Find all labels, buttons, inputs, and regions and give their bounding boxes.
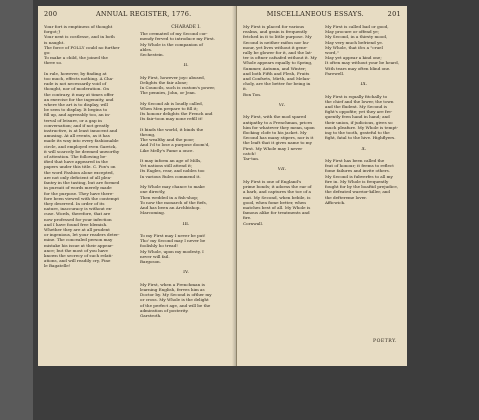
- text-line: My First, however joyc abused,: [140, 74, 206, 80]
- text-line: May yet appear a kind one;: [325, 55, 382, 61]
- poetry-label: POETRY.: [373, 339, 397, 344]
- text-line: Its Eagles, rear, and nobles too: [140, 168, 205, 174]
- text-line: Then wedded in a fish-shop;: [140, 194, 199, 200]
- charade-heading: CHARADE I.: [171, 25, 201, 30]
- text-line: In rule, however, by finding at: [44, 70, 107, 76]
- text-line: Tar-tan.: [243, 156, 260, 162]
- text-line: My First, when a Frenchman is: [140, 281, 205, 287]
- text-line: My First is placed for various: [243, 24, 305, 29]
- text-line: Whole appears equally to Spring,: [243, 60, 313, 66]
- text-line: or cross. My Whole is the delight: [140, 297, 209, 303]
- text-line: II.: [183, 63, 189, 69]
- text-line: throng,: [140, 132, 156, 138]
- text-line: Tho' my Second may I never be: [140, 238, 206, 244]
- text-line: My First is equally fitchally to: [325, 93, 388, 99]
- text-line: three so.: [44, 60, 63, 66]
- text-line: The wealthy and the poor;: [140, 137, 195, 143]
- text-line: Marcoming.: [140, 210, 166, 216]
- text-line: To make a child, the joined the: [44, 55, 108, 61]
- text-line: is naught.: [44, 39, 65, 45]
- text-line: My Whole may chance to make: [140, 184, 205, 190]
- right-running-head: [243, 10, 401, 18]
- text-line: choly, are the better for being in: [243, 81, 311, 87]
- text-line: or ingenious, let your readers deter-: [44, 232, 120, 238]
- text-line: My Second ab is loudly called,: [140, 100, 204, 106]
- text-line: [243, 161, 321, 166]
- text-line: for the purpose. They have there-: [44, 190, 114, 196]
- text-line: May procure or offend ye;: [325, 29, 380, 35]
- text-line: My First is one of England's: [243, 178, 302, 184]
- text-line: in pursuit of words merely made: [44, 185, 112, 191]
- text-line: [243, 97, 321, 102]
- text-line: where the art is to display, will: [44, 102, 108, 108]
- left-running-head: [44, 10, 230, 18]
- text-line: My Whole, upon my modesty, I: [140, 248, 204, 254]
- text-line: My First, with the mod spared: [243, 114, 307, 120]
- text-line: The force of FOLLY could no further: [44, 44, 120, 50]
- text-line: the defeated warrior-killer, and: [325, 189, 391, 195]
- text-line: Afficwick.: [325, 199, 346, 205]
- text-line: mistake his issue at their appear-: [44, 242, 114, 248]
- text-line: fetched in it to little purpose. My: [243, 34, 312, 40]
- text-line: ables.: [140, 46, 153, 52]
- text-line: VI.: [278, 103, 286, 109]
- text-line: and Confsets, Mirth, and Melan-: [243, 76, 311, 82]
- text-line: a barb, and captures the toe of a: [243, 189, 311, 195]
- text-line: And has been an Archbishop.: [140, 204, 201, 210]
- text-line: It binds the world, it binds the: [140, 126, 204, 132]
- text-line: [140, 57, 232, 62]
- text-line: the deftereme lover.: [325, 194, 367, 200]
- text-line: word,": [325, 50, 339, 56]
- left-page: [38, 6, 237, 366]
- text-line: To my First may I never be put!: [140, 232, 206, 238]
- text-line: mat. My Second, when bebile, is: [243, 194, 311, 200]
- text-line: foolishly ho tread!: [140, 243, 178, 249]
- left-column-2: [140, 24, 232, 318]
- text-line: IX.: [360, 82, 368, 88]
- text-line: Second has many stipers, nor is it: [243, 135, 314, 141]
- text-line: and the fludent. My Second is: [325, 104, 388, 110]
- text-line: ance; but the most of you have: [44, 247, 108, 253]
- text-line: famous alike for treatments and: [243, 210, 310, 216]
- text-line: of the perfect age, and will be the: [140, 302, 211, 308]
- text-line: In various Rules commend it.: [140, 173, 201, 179]
- text-line: IV.: [183, 270, 189, 276]
- text-line: matches best of all. My Whole is: [243, 204, 311, 210]
- text-line: Garstroth.: [140, 312, 162, 318]
- text-line: fight's oppofite; yet they are fre-: [325, 109, 393, 115]
- text-line: fore been viewed with the contempt: [44, 195, 119, 201]
- text-line: Summer, Autumn, and Winter;: [243, 65, 307, 71]
- text-line: are not only deficient of all plea-: [44, 174, 112, 180]
- text-line: fought for by the boaftid prejudice,: [325, 184, 399, 190]
- right-page-number: 201: [387, 10, 401, 18]
- text-line: Delights the fair alone;: [140, 80, 188, 86]
- text-line: When Men prepare to fill it;: [140, 106, 198, 112]
- text-line: fome failures and invite others.: [325, 168, 391, 174]
- text-line: one directly,: [140, 189, 166, 195]
- text-line: Your fort is emptiness of thought: [44, 24, 113, 29]
- text-line: III.: [182, 221, 190, 227]
- text-line: Its fair-toon may none refill it!: [140, 116, 203, 122]
- text-line: Your next is costlesse, and in both: [44, 34, 115, 40]
- text-line: ations, and will readily cry, Fine: [44, 258, 111, 264]
- text-line: go:: [44, 50, 51, 56]
- text-line: nature, inaccuracy is without ex-: [44, 206, 113, 212]
- text-line: Bargoson.: [140, 258, 161, 264]
- text-line: mine. The concealed person may: [44, 237, 113, 243]
- text-line: My Whole, that ifcs a "cruel: [325, 44, 383, 50]
- text-line: [140, 264, 232, 269]
- text-line: To now the monarch of the fiefs,: [140, 199, 208, 205]
- text-line: and both Fifth and Flesh, Fruits: [243, 70, 310, 76]
- text-line: It often may without your be heard,: [325, 60, 400, 66]
- text-line: antipathy to a Frenchman, prices: [243, 119, 313, 125]
- right-column-2: [325, 24, 403, 205]
- text-line: it will scarcely be deemed unworthy: [44, 148, 120, 154]
- text-line: made its way into every fashionable: [44, 138, 119, 144]
- text-line: learning English, ferves him as: [140, 286, 205, 292]
- text-line: X.: [361, 146, 367, 152]
- text-line: [325, 140, 403, 145]
- text-line: Its honour delights the French and: [140, 111, 213, 117]
- text-line: [325, 76, 403, 81]
- text-line: prime bonds; it adorns the ear of: [243, 184, 312, 190]
- right-column-1: [243, 24, 321, 226]
- text-line: First. My Whole may I never: [243, 145, 303, 151]
- text-line: papers under this title. C. Fox's on: [44, 164, 116, 170]
- text-line: feat of honour; it feems to reflect: [325, 163, 394, 169]
- text-line: the chief and the lower, the town: [325, 98, 394, 104]
- text-line: the word Fashion alone excepted,: [44, 169, 114, 175]
- text-line: It may inform an age of Mills,: [140, 158, 202, 164]
- text-line: the leaft that it gives name to my: [243, 140, 312, 146]
- text-line: VII.: [277, 167, 287, 173]
- text-line: realms, and grain is frequently: [243, 29, 308, 35]
- text-line: And I'd to lose a purpose doom'd,: [140, 142, 210, 148]
- text-line: conversation; and if not greatly: [44, 122, 110, 128]
- text-line: ified that have appeared in the: [44, 159, 108, 165]
- text-line: The cremated of my Second cor-: [140, 31, 208, 37]
- text-line: circle, and employed even Garrick,: [44, 143, 117, 149]
- text-line: fantry in the tasting, but are formed: [44, 180, 120, 186]
- text-line: and I have found free blemish.: [44, 221, 108, 227]
- text-line: instructive, is at least innocent and: [44, 128, 118, 134]
- left-page-number: 200: [44, 10, 58, 18]
- text-line: an exercise for the ingenuity, and: [44, 96, 114, 102]
- text-line: catch!: [243, 150, 256, 156]
- text-line: ter is oftner cafsafed without it. My: [243, 55, 317, 61]
- text-line: Bon Ton.: [243, 91, 262, 97]
- text-line: Cornwall.: [243, 220, 264, 226]
- left-column-1: [44, 24, 136, 269]
- right-page: [237, 6, 407, 366]
- text-line: fire in. My Whole is frequently: [325, 178, 389, 184]
- text-line: [140, 215, 232, 220]
- text-line: Farewell.: [325, 70, 345, 76]
- text-line: the contrary, it may at times offer: [44, 91, 114, 97]
- text-line: May very much befriend ye.: [325, 39, 384, 45]
- text-line: never will fail.: [140, 253, 170, 259]
- text-line: now professed for your infection: [44, 216, 112, 222]
- text-line: terval of leisure, or a gap in: [44, 117, 102, 123]
- text-line: ing to the tooth, grateful to the: [325, 130, 390, 136]
- text-line: The pennies, John, or Jean.: [140, 90, 196, 96]
- text-line: My Second is fubverfes to all my: [325, 173, 393, 179]
- text-line: good, when fome better, when: [243, 199, 306, 205]
- text-line: amusing. At all events, as it has: [44, 133, 110, 139]
- text-line: be seen to display. It begins to: [44, 107, 108, 113]
- text-line: mour, yet lives without it gene-: [243, 44, 308, 50]
- text-line: rally be glower for it, and the lat-: [243, 50, 313, 56]
- text-line: their union, if judicious, gives so: [325, 119, 393, 125]
- text-line: Sechestein.: [140, 52, 164, 58]
- text-line: With tears may often blind one.: [325, 65, 391, 71]
- text-line: thought, nor of moderation. On: [44, 86, 109, 92]
- text-line: Like Melly's Fame a once.: [140, 147, 194, 153]
- text-line: known the secrecy of such relati-: [44, 252, 113, 258]
- text-line: fire.: [243, 215, 252, 221]
- text-line: My Whole is the companion of: [140, 41, 203, 47]
- text-line: fight, fatal to the hive. Highflyers.: [325, 135, 396, 141]
- right-page-title: MISCELLANEOUS ESSAYS.: [266, 10, 364, 18]
- text-line: rade is not necessarily void of: [44, 81, 107, 87]
- left-page-title: ANNUAL REGISTER, 1776.: [95, 10, 192, 18]
- text-line: of attention. The following be-: [44, 154, 107, 160]
- text-line: cuse. Words, therefore, that are: [44, 211, 111, 217]
- text-line: fill up, and agreeably too, an in-: [44, 112, 111, 118]
- text-line: My First is called bad or good,: [325, 24, 389, 29]
- text-line: My Second, in a thirsty mood,: [325, 34, 388, 40]
- text-line: le Bagatelle!: [44, 263, 71, 269]
- text-line: it.: [243, 86, 248, 92]
- text-line: him for whatever they mean, upon: [243, 124, 315, 130]
- text-line: In Councils, such is custom's power,: [140, 85, 216, 91]
- text-line: much pleafure. My Whole is tempt-: [325, 124, 399, 130]
- text-line: Second is neither raifon nor hu-: [243, 39, 310, 45]
- text-line: flocking clofe to his jacket. My: [243, 130, 307, 136]
- text-line: quently feen hand in hand; and: [325, 114, 390, 120]
- text-line: admiration of posterity.: [140, 307, 189, 313]
- text-line: Doctor by. My Second is ofther my: [140, 292, 212, 298]
- text-line: they deserved. In order of its: [44, 200, 105, 206]
- text-line: too much, effects nothing. A Cha-: [44, 76, 114, 82]
- text-line: forgot;}: [44, 29, 61, 35]
- text-line: Whether they are at all prudent: [44, 226, 110, 232]
- text-line: Yet nations still attend it;: [140, 163, 193, 169]
- text-line: My First has been called the: [325, 158, 385, 164]
- text-line: mendy ferved to introduce my First.: [140, 36, 216, 42]
